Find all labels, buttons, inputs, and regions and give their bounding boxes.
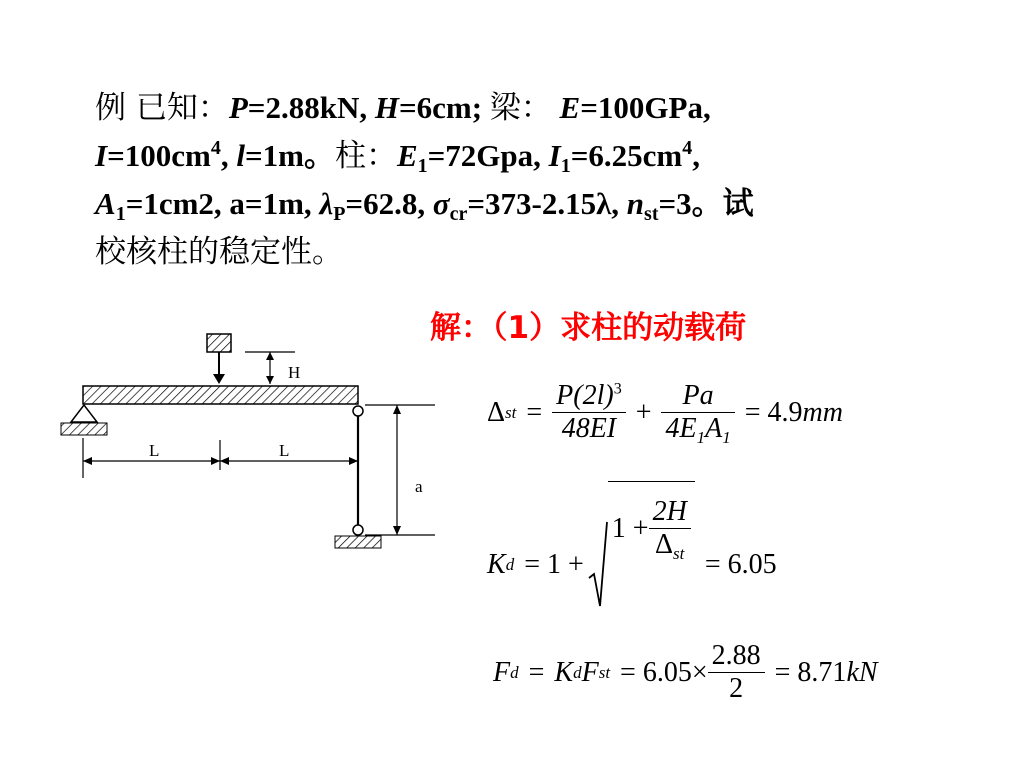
eq1-t2-sub1: 1 [696, 428, 706, 447]
eq1-lhs: Δ [487, 396, 506, 428]
ground-right [335, 536, 381, 548]
eq1-eq: = [526, 396, 543, 428]
var-E1: E [396, 138, 418, 173]
eq3-unit: kN [846, 656, 878, 688]
eq1-t2-num: Pa [682, 380, 714, 411]
var-I1: I [548, 138, 561, 173]
eq3-num: 2.88 [711, 640, 761, 671]
comma: , [220, 138, 229, 173]
sqrt-sign [588, 520, 608, 610]
column-label: 柱： [334, 138, 397, 174]
eq1-t2-den-pre: 4E [665, 413, 697, 444]
l2-arrow-left [220, 457, 229, 465]
eq3-eq1: = [528, 656, 545, 688]
eq3-mid: = 6.05× [620, 656, 708, 688]
value-E1: =72Gpa, [427, 138, 541, 173]
problem-statement [95, 84, 975, 276]
h-arrow-down [266, 376, 274, 384]
pin-support [71, 405, 97, 422]
l2-arrow-right [349, 457, 358, 465]
eq2-eq: = 1 + [524, 549, 584, 580]
eq2-inner: 1 + [611, 512, 649, 544]
equation-delta-st: Δ st = $\frac{P(2l)^3}{48EI}$ + $\frac{Pa}{4E_1A_1}$ = 4.9 mm [487, 380, 843, 447]
var-l: l [236, 138, 245, 173]
beam [83, 386, 358, 404]
sub-I1: 1 [560, 155, 571, 177]
load-arrowhead [213, 374, 225, 384]
a-arrow-up [393, 405, 401, 414]
eq3-lhs: F [493, 656, 511, 688]
eq2-den-sub: st [673, 544, 685, 563]
beam-label: 梁： [489, 90, 552, 126]
eq1-term2 [661, 380, 734, 445]
eq1-t1-den: 48EI [561, 413, 617, 444]
task-text: 校核柱的稳定性。 [95, 234, 343, 270]
var-E: E [559, 90, 581, 125]
eq1-term1 [552, 380, 626, 445]
value-l: =1m。 [244, 138, 335, 173]
eq2-result: = 6.05 [704, 549, 777, 580]
eq3-frac [708, 640, 765, 705]
solution-heading: 解：（1）求柱的动载荷 [430, 310, 747, 346]
value-lambda: =62.8, [345, 186, 426, 221]
column-top-hinge [353, 406, 363, 416]
eq3-f: F [581, 656, 599, 688]
eq2-lhs: K [487, 549, 506, 580]
column-bottom-hinge [353, 525, 363, 535]
var-H: H [374, 90, 399, 125]
eq1-plus: + [635, 396, 652, 428]
eq3-den: 2 [708, 672, 765, 705]
problem-line-1 [95, 84, 975, 132]
value-sigma: =373-2.15λ, [467, 186, 620, 221]
problem-line-2 [95, 132, 975, 180]
comma-I1: , [692, 138, 700, 173]
eq1-t2-den-mid: A [705, 413, 723, 444]
eq1-t1-exp: 3 [613, 380, 622, 398]
a-arrow-down [393, 526, 401, 535]
var-sigma: σ [432, 186, 450, 221]
beam-column-diagram [55, 330, 445, 570]
label-a: a [415, 477, 423, 496]
ground-left [61, 423, 107, 435]
sub-n: st [644, 203, 659, 225]
label-L1: L [149, 441, 160, 460]
problem-line-3 [95, 180, 975, 228]
sub-A1: 1 [115, 203, 126, 225]
sub-sigma: cr [449, 203, 468, 225]
var-lambda: λ [319, 186, 334, 221]
l1-arrow-right [211, 457, 220, 465]
h-arrow-up [266, 352, 274, 360]
value-n: =3。试 [658, 186, 754, 221]
equation-fd: F d = K d F st = 6.05× $\frac{2.88}{2}$ = 8.71 kN [493, 640, 878, 704]
equation-kd: K d = 1 + 1 + $\frac{2H}{\Delta_{st}}$ = 6.05 [487, 520, 777, 610]
var-I: I [95, 138, 108, 173]
exp-I1: 4 [682, 137, 693, 159]
eq1-unit: mm [802, 396, 843, 428]
value-P: =2.88kN, [247, 90, 368, 125]
label-H: H [288, 363, 301, 382]
problem-line-4 [95, 228, 975, 276]
eq2-frac [649, 496, 691, 561]
value-E: =100GPa, [580, 90, 711, 125]
l1-arrow-left [83, 457, 92, 465]
eq1-result: = 4.9 [744, 396, 803, 428]
exp-I: 4 [210, 137, 221, 159]
var-P: P [228, 90, 248, 125]
eq2-num: 2H [652, 496, 687, 527]
eq1-t1-num: P(2l) [556, 380, 614, 411]
eq1-t2-sub2: 1 [722, 428, 731, 447]
label-L2: L [279, 441, 290, 460]
sqrt-body [608, 481, 695, 561]
falling-weight [207, 334, 231, 352]
intro-text: 例 已知： [95, 90, 229, 126]
eq2-den: Δ [655, 529, 674, 560]
value-A1: =1cm2, a=1m, [125, 186, 312, 221]
value-I1: =6.25cm [570, 138, 683, 173]
sub-E1: 1 [417, 155, 428, 177]
sub-lambda: P [333, 203, 346, 225]
value-H: =6cm; [398, 90, 483, 125]
var-n: n [626, 186, 645, 221]
value-I: =100cm [107, 138, 211, 173]
eq3-result: = 8.71 [774, 656, 847, 688]
eq3-k: K [554, 656, 574, 688]
var-A1: A [95, 186, 116, 221]
